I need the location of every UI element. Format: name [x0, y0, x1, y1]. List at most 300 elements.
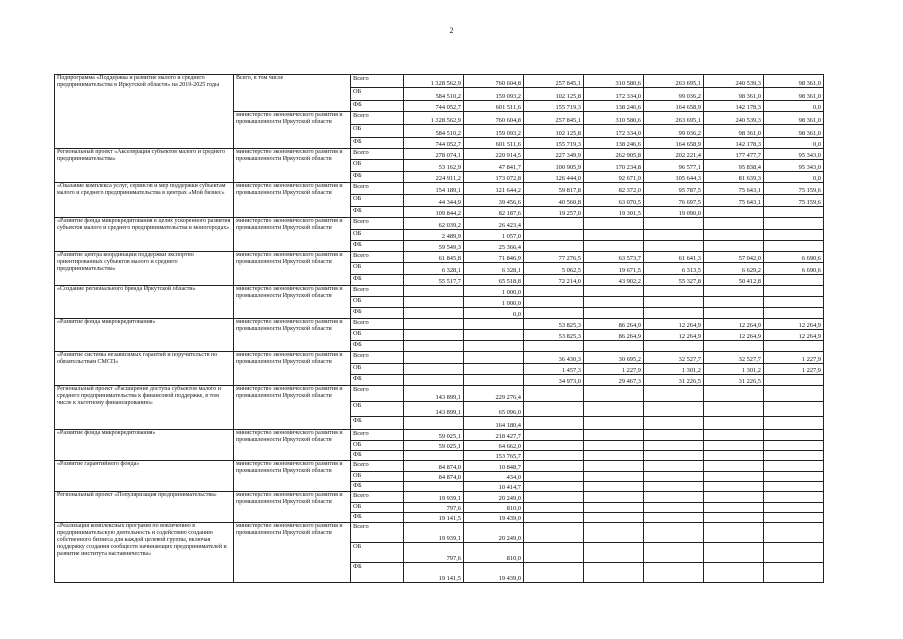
- amount-cell: [464, 352, 524, 364]
- amount-cell: 170 234,8: [584, 160, 644, 172]
- funding-source: ОБ: [351, 402, 404, 417]
- amount-cell: 20 249,0: [464, 523, 524, 543]
- amount-cell: 810,0: [464, 543, 524, 563]
- amount-cell: 1 301,2: [644, 364, 704, 375]
- funding-source: ФБ: [351, 417, 404, 430]
- funding-source: Всего: [351, 75, 404, 88]
- amount-cell: [764, 472, 824, 482]
- amount-cell: 220 914,5: [464, 149, 524, 160]
- table-row: [55, 218, 824, 230]
- amount-cell: 744 052,7: [404, 101, 464, 112]
- amount-cell: 310 580,6: [584, 75, 644, 88]
- amount-cell: 1 328 562,9: [404, 75, 464, 88]
- amount-cell: [404, 341, 464, 352]
- amount-cell: [464, 330, 524, 341]
- funding-source: ОБ: [351, 297, 404, 308]
- funding-source: ФБ: [351, 482, 404, 492]
- amount-cell: 65 096,0: [464, 402, 524, 417]
- amount-cell: 31 226,5: [644, 375, 704, 386]
- amount-cell: 95 838,4: [704, 160, 764, 172]
- amount-cell: [644, 230, 704, 241]
- amount-cell: [524, 492, 584, 503]
- funding-source: ФБ: [351, 275, 404, 286]
- funding-source: Всего: [351, 149, 404, 160]
- amount-cell: [464, 375, 524, 386]
- program-name: «Оказание комплекса услуг, сервисов и мер поддержки субъектам малого и среднего предпринимательства в центрах «Мой бизнес»: [55, 183, 234, 218]
- amount-cell: [764, 417, 824, 430]
- amount-cell: [524, 230, 584, 241]
- amount-cell: [584, 386, 644, 402]
- amount-cell: 263 695,1: [644, 112, 704, 125]
- amount-cell: 59 549,3: [404, 241, 464, 252]
- funding-source: Всего: [351, 352, 404, 364]
- amount-cell: 744 052,7: [404, 138, 464, 149]
- program-name: «Развитие системы независимых гарантий и поручительств по обязательствам СМСП»: [55, 352, 234, 386]
- amount-cell: 19 671,5: [584, 263, 644, 275]
- amount-cell: 64 662,0: [464, 441, 524, 451]
- amount-cell: [764, 218, 824, 230]
- amount-cell: [704, 230, 764, 241]
- amount-cell: [704, 207, 764, 218]
- amount-cell: 25 366,4: [464, 241, 524, 252]
- amount-cell: 95 787,5: [644, 183, 704, 195]
- funding-source: Всего: [351, 183, 404, 195]
- amount-cell: 143 899,1: [404, 386, 464, 402]
- funding-source: Всего: [351, 112, 404, 125]
- amount-cell: 98 361,0: [764, 88, 824, 101]
- amount-cell: [644, 417, 704, 430]
- amount-cell: 240 539,3: [704, 112, 764, 125]
- amount-cell: 0,0: [764, 138, 824, 149]
- funding-source: Всего: [351, 492, 404, 503]
- amount-cell: [524, 472, 584, 482]
- amount-cell: [704, 523, 764, 543]
- amount-cell: 84 874,0: [404, 472, 464, 482]
- amount-cell: 1 227,9: [764, 364, 824, 375]
- amount-cell: 138 246,6: [584, 101, 644, 112]
- amount-cell: 310 580,6: [584, 112, 644, 125]
- amount-cell: [644, 482, 704, 492]
- amount-cell: 0,0: [764, 172, 824, 183]
- amount-cell: [404, 286, 464, 297]
- amount-cell: [584, 286, 644, 297]
- amount-cell: 98 361,0: [764, 112, 824, 125]
- amount-cell: [764, 543, 824, 563]
- amount-cell: [644, 513, 704, 523]
- amount-cell: [704, 218, 764, 230]
- amount-cell: [584, 472, 644, 482]
- amount-cell: 19 090,0: [644, 207, 704, 218]
- funding-source: Всего: [351, 286, 404, 297]
- amount-cell: [524, 341, 584, 352]
- amount-cell: [704, 503, 764, 513]
- amount-cell: 12 264,9: [644, 330, 704, 341]
- funding-source: Всего: [351, 523, 404, 543]
- funding-source: ФБ: [351, 451, 404, 461]
- amount-cell: 82 187,6: [464, 207, 524, 218]
- amount-cell: [584, 482, 644, 492]
- amount-cell: [704, 441, 764, 451]
- amount-cell: 263 695,1: [644, 75, 704, 88]
- amount-cell: 227 349,9: [524, 149, 584, 160]
- amount-cell: [764, 386, 824, 402]
- funding-source: ОБ: [351, 503, 404, 513]
- amount-cell: [764, 503, 824, 513]
- amount-cell: [524, 417, 584, 430]
- amount-cell: 224 911,2: [404, 172, 464, 183]
- table-row: [55, 352, 824, 364]
- amount-cell: [404, 482, 464, 492]
- amount-cell: [704, 513, 764, 523]
- amount-cell: [644, 402, 704, 417]
- amount-cell: 0,0: [464, 308, 524, 319]
- funding-source: ФБ: [351, 207, 404, 218]
- funding-source: ОБ: [351, 195, 404, 207]
- amount-cell: 584 510,2: [404, 88, 464, 101]
- amount-cell: [524, 297, 584, 308]
- amount-cell: [644, 523, 704, 543]
- amount-cell: [524, 523, 584, 543]
- amount-cell: [704, 430, 764, 441]
- amount-cell: [584, 402, 644, 417]
- amount-cell: [644, 241, 704, 252]
- amount-cell: [764, 241, 824, 252]
- table-row: [55, 319, 824, 330]
- amount-cell: 760 604,8: [464, 75, 524, 88]
- amount-cell: 6 629,2: [704, 263, 764, 275]
- amount-cell: [764, 513, 824, 523]
- amount-cell: [704, 472, 764, 482]
- amount-cell: [404, 352, 464, 364]
- table-row: [55, 183, 824, 195]
- amount-cell: [704, 308, 764, 319]
- amount-cell: [704, 286, 764, 297]
- amount-cell: [584, 543, 644, 563]
- amount-cell: [584, 513, 644, 523]
- amount-cell: [524, 503, 584, 513]
- amount-cell: 98 361,0: [704, 88, 764, 101]
- amount-cell: [764, 430, 824, 441]
- amount-cell: [704, 451, 764, 461]
- amount-cell: 39 456,6: [464, 195, 524, 207]
- amount-cell: [764, 523, 824, 543]
- amount-cell: [644, 308, 704, 319]
- amount-cell: 155 719,3: [524, 101, 584, 112]
- responsible-executor: министерство экономического развития и промышленности Иркутской области: [234, 352, 351, 386]
- amount-cell: 154 189,1: [404, 183, 464, 195]
- amount-cell: 61 641,3: [644, 252, 704, 263]
- amount-cell: [644, 441, 704, 451]
- amount-cell: [524, 218, 584, 230]
- amount-cell: [404, 330, 464, 341]
- amount-cell: [584, 308, 644, 319]
- amount-cell: [404, 375, 464, 386]
- amount-cell: 62 039,2: [404, 218, 464, 230]
- amount-cell: 72 214,0: [524, 275, 584, 286]
- amount-cell: 126 444,0: [524, 172, 584, 183]
- amount-cell: 57 042,0: [704, 252, 764, 263]
- amount-cell: 177 477,7: [704, 149, 764, 160]
- amount-cell: 102 125,8: [524, 125, 584, 138]
- amount-cell: 172 334,0: [584, 125, 644, 138]
- funding-source: ОБ: [351, 543, 404, 563]
- amount-cell: 29 467,3: [584, 375, 644, 386]
- amount-cell: 98 361,0: [704, 125, 764, 138]
- funding-source: ОБ: [351, 263, 404, 275]
- funding-source: Всего: [351, 430, 404, 441]
- amount-cell: 257 845,1: [524, 112, 584, 125]
- amount-cell: 138 246,6: [584, 138, 644, 149]
- table-row: [55, 461, 824, 472]
- amount-cell: [584, 451, 644, 461]
- amount-cell: 99 036,2: [644, 125, 704, 138]
- amount-cell: [704, 482, 764, 492]
- amount-cell: [764, 297, 824, 308]
- program-name: «Развитие центра координации поддержки экспортно ориентированных субъектов малого и среднего предпринимательства»: [55, 252, 234, 286]
- funding-source: ФБ: [351, 138, 404, 149]
- amount-cell: [524, 441, 584, 451]
- amount-cell: 99 036,2: [644, 88, 704, 101]
- funding-source: ФБ: [351, 563, 404, 583]
- amount-cell: 12 264,9: [764, 330, 824, 341]
- funding-source: Всего: [351, 461, 404, 472]
- amount-cell: [644, 341, 704, 352]
- amount-cell: [404, 308, 464, 319]
- funding-source: ФБ: [351, 172, 404, 183]
- funding-source: Всего: [351, 386, 404, 402]
- amount-cell: [764, 275, 824, 286]
- amount-cell: [584, 461, 644, 472]
- amount-cell: [644, 472, 704, 482]
- table-row: [55, 430, 824, 441]
- amount-cell: 75 159,6: [764, 195, 824, 207]
- table-row: [55, 149, 824, 160]
- amount-cell: [584, 523, 644, 543]
- amount-cell: 1 301,2: [704, 364, 764, 375]
- program-name: Региональный проект «Расширение доступа субъектов малого и среднего предпринимательства к финансовой поддержке, в том числе к льготному финансированию»: [55, 386, 234, 430]
- amount-cell: [644, 461, 704, 472]
- amount-cell: [524, 308, 584, 319]
- amount-cell: 434,0: [464, 472, 524, 482]
- amount-cell: 6 328,1: [464, 263, 524, 275]
- amount-cell: 40 560,8: [524, 195, 584, 207]
- amount-cell: 1 000,0: [464, 297, 524, 308]
- amount-cell: [764, 207, 824, 218]
- amount-cell: [764, 441, 824, 451]
- program-name: Региональный проект «Популяризация предпринимательства»: [55, 492, 234, 523]
- amount-cell: 53 825,3: [524, 330, 584, 341]
- amount-cell: 172 334,0: [584, 88, 644, 101]
- amount-cell: 1 227,9: [584, 364, 644, 375]
- amount-cell: 98 361,0: [764, 125, 824, 138]
- funding-source: ФБ: [351, 375, 404, 386]
- amount-cell: [764, 461, 824, 472]
- funding-source: ОБ: [351, 441, 404, 451]
- responsible-executor: министерство экономического развития и промышленности Иркутской области: [234, 492, 351, 523]
- amount-cell: [644, 430, 704, 441]
- amount-cell: 1 000,0: [464, 286, 524, 297]
- amount-cell: [644, 218, 704, 230]
- program-name: Подпрограмма «Поддержка и развитие малого и среднего предпринимательства в Иркутской области» на 2019-2025 годы: [55, 75, 234, 149]
- amount-cell: 142 178,3: [704, 101, 764, 112]
- table-row: [55, 286, 824, 297]
- funding-source: ОБ: [351, 364, 404, 375]
- amount-cell: 61 845,8: [404, 252, 464, 263]
- amount-cell: [524, 451, 584, 461]
- amount-cell: [584, 417, 644, 430]
- amount-cell: [704, 241, 764, 252]
- amount-cell: 257 845,1: [524, 75, 584, 88]
- amount-cell: 75 159,6: [764, 183, 824, 195]
- amount-cell: 84 874,0: [404, 461, 464, 472]
- amount-cell: [644, 563, 704, 583]
- funding-source: ОБ: [351, 330, 404, 341]
- table-row: [55, 386, 824, 402]
- amount-cell: [584, 297, 644, 308]
- amount-cell: [764, 286, 824, 297]
- amount-cell: [704, 563, 764, 583]
- amount-cell: 100 905,9: [524, 160, 584, 172]
- amount-cell: [524, 402, 584, 417]
- amount-cell: [404, 451, 464, 461]
- program-name: «Развитие фонда микрокредитования»: [55, 319, 234, 352]
- amount-cell: [764, 375, 824, 386]
- table-row: [55, 75, 824, 88]
- amount-cell: [764, 563, 824, 583]
- amount-cell: [644, 543, 704, 563]
- amount-cell: 797,6: [404, 543, 464, 563]
- amount-cell: [404, 364, 464, 375]
- amount-cell: 278 074,1: [404, 149, 464, 160]
- amount-cell: 19 301,5: [584, 207, 644, 218]
- amount-cell: 262 905,8: [584, 149, 644, 160]
- amount-cell: 59 025,1: [404, 441, 464, 451]
- amount-cell: 76 697,5: [644, 195, 704, 207]
- amount-cell: [704, 543, 764, 563]
- funding-source: ФБ: [351, 241, 404, 252]
- funding-source: ФБ: [351, 513, 404, 523]
- amount-cell: [704, 461, 764, 472]
- amount-cell: [524, 513, 584, 523]
- amount-cell: [584, 218, 644, 230]
- amount-cell: [764, 341, 824, 352]
- amount-cell: 1 328 562,9: [404, 112, 464, 125]
- amount-cell: [704, 386, 764, 402]
- page-number: 2: [449, 26, 454, 35]
- amount-cell: 75 643,1: [704, 195, 764, 207]
- amount-cell: [704, 492, 764, 503]
- amount-cell: 797,6: [404, 503, 464, 513]
- amount-cell: 95 343,0: [764, 160, 824, 172]
- amount-cell: [764, 482, 824, 492]
- amount-cell: 164 658,9: [644, 101, 704, 112]
- amount-cell: [764, 402, 824, 417]
- amount-cell: 86 264,9: [584, 330, 644, 341]
- amount-cell: [644, 451, 704, 461]
- funding-source: ФБ: [351, 308, 404, 319]
- amount-cell: [584, 503, 644, 513]
- amount-cell: [404, 319, 464, 330]
- amount-cell: 10 414,7: [464, 482, 524, 492]
- amount-cell: 30 695,2: [584, 352, 644, 364]
- amount-cell: [644, 492, 704, 503]
- amount-cell: 34 973,0: [524, 375, 584, 386]
- amount-cell: 601 511,6: [464, 138, 524, 149]
- amount-cell: 229 276,4: [464, 386, 524, 402]
- responsible-executor: министерство экономического развития и промышленности Иркутской области: [234, 461, 351, 492]
- amount-cell: 50 412,8: [704, 275, 764, 286]
- amount-cell: [524, 563, 584, 583]
- amount-cell: 65 518,8: [464, 275, 524, 286]
- amount-cell: [644, 386, 704, 402]
- amount-cell: 32 527,7: [644, 352, 704, 364]
- amount-cell: 59 817,8: [524, 183, 584, 195]
- responsible-executor: министерство экономического развития и промышленности Иркутской области: [234, 183, 351, 218]
- table-row: [55, 523, 824, 543]
- amount-cell: [524, 430, 584, 441]
- amount-cell: 6 328,1: [404, 263, 464, 275]
- amount-cell: [704, 417, 764, 430]
- amount-cell: [584, 241, 644, 252]
- table-row: [55, 252, 824, 263]
- amount-cell: 2 489,9: [404, 230, 464, 241]
- amount-cell: 6 313,5: [644, 263, 704, 275]
- responsible-executor: министерство экономического развития и промышленности Иркутской области: [234, 218, 351, 252]
- amount-cell: [524, 482, 584, 492]
- amount-cell: 218 427,7: [464, 430, 524, 441]
- responsible-executor: министерство экономического развития и промышленности Иркутской области: [234, 286, 351, 319]
- amount-cell: 0,0: [764, 101, 824, 112]
- amount-cell: [464, 341, 524, 352]
- amount-cell: [464, 364, 524, 375]
- amount-cell: 75 643,1: [704, 183, 764, 195]
- funding-source: Всего: [351, 218, 404, 230]
- program-name: «Развитие фонда микрокредитования»: [55, 430, 234, 461]
- amount-cell: 202 221,4: [644, 149, 704, 160]
- amount-cell: 164 658,9: [644, 138, 704, 149]
- program-name: «Создание регионального бренда Иркутской области»: [55, 286, 234, 319]
- amount-cell: 19 939,1: [404, 492, 464, 503]
- amount-cell: 92 671,0: [584, 172, 644, 183]
- amount-cell: 109 844,2: [404, 207, 464, 218]
- amount-cell: 12 264,9: [704, 319, 764, 330]
- table-row: [55, 492, 824, 503]
- amount-cell: 5 062,5: [524, 263, 584, 275]
- amount-cell: 20 249,0: [464, 492, 524, 503]
- amount-cell: 19 439,0: [464, 513, 524, 523]
- responsible-executor: министерство экономического развития и промышленности Иркутской области: [234, 523, 351, 583]
- amount-cell: [404, 417, 464, 430]
- amount-cell: 95 343,0: [764, 149, 824, 160]
- amount-cell: 26 423,4: [464, 218, 524, 230]
- amount-cell: [584, 492, 644, 503]
- amount-cell: [764, 308, 824, 319]
- amount-cell: 77 276,5: [524, 252, 584, 263]
- amount-cell: 12 264,9: [644, 319, 704, 330]
- amount-cell: 98 361,0: [764, 75, 824, 88]
- amount-cell: 121 644,2: [464, 183, 524, 195]
- amount-cell: 43 902,2: [584, 275, 644, 286]
- amount-cell: 53 162,9: [404, 160, 464, 172]
- budget-table: [54, 74, 824, 583]
- amount-cell: 53 825,3: [524, 319, 584, 330]
- amount-cell: 173 072,8: [464, 172, 524, 183]
- program-name: «Развитие гарантийного фонда»: [55, 461, 234, 492]
- amount-cell: [764, 230, 824, 241]
- amount-cell: [524, 241, 584, 252]
- amount-cell: [584, 563, 644, 583]
- amount-cell: [464, 319, 524, 330]
